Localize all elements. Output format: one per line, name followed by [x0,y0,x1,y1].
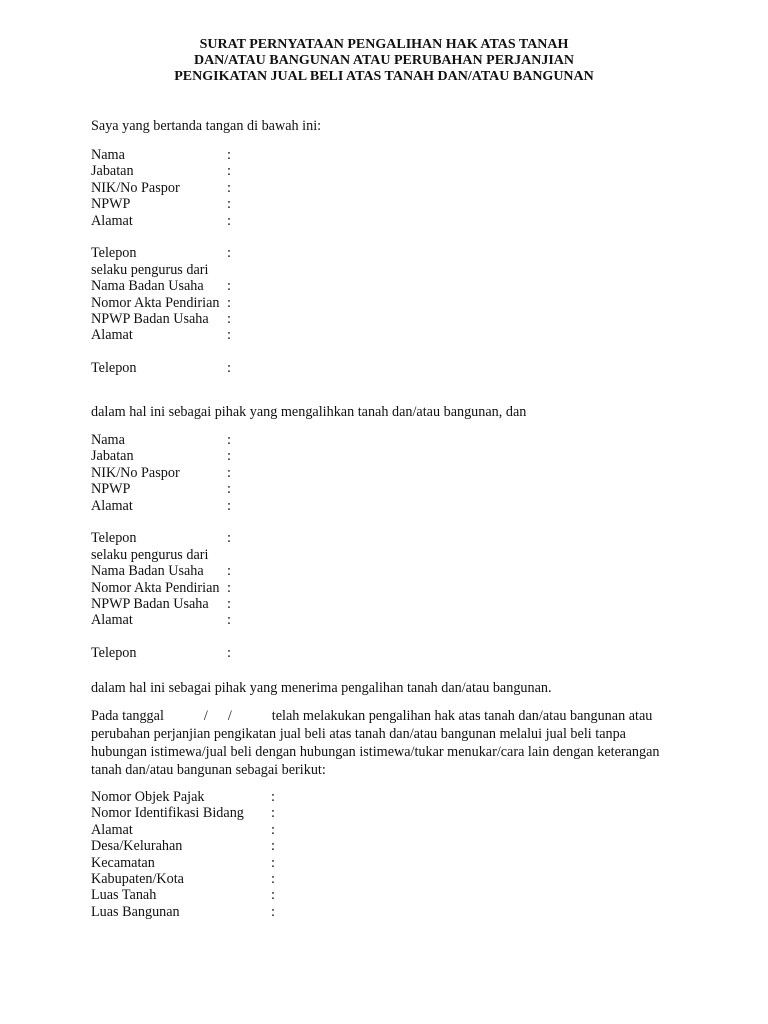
field-label: Telepon [91,530,137,547]
field-row [91,580,231,596]
statement-paragraph [91,707,681,779]
field-label: Nama [91,432,125,448]
field-separator: : [271,838,275,855]
document-title [0,37,768,85]
field-separator: : [227,612,231,629]
field-row [91,163,231,179]
field-separator: : [227,147,231,163]
field-row [91,245,231,261]
field-row [91,887,275,903]
field-separator: : [227,563,231,580]
field-label: Nomor Akta Pendirian [91,579,220,596]
field-row [91,596,231,612]
field-row [91,805,275,821]
field-label: Kecamatan [91,854,155,871]
party2-role-text: dalam hal ini sebagai pihak yang menerima pengalihan tanah dan/atau bangunan. [91,680,552,696]
field-label: Nomor Objek Pajak [91,789,205,805]
title-line-2: DAN/ATAU BANGUNAN ATAU PERUBAHAN PERJANJIAN [193,53,575,68]
field-row [91,262,231,278]
field-separator: : [227,196,231,213]
field-separator: : [227,579,231,596]
field-separator: : [227,448,231,465]
title-line-1: SURAT PERNYATAAN PENGALIHAN HAK ATAS TANAH [199,37,569,52]
field-label: NIK/No Paspor [91,464,180,481]
party1-role-text: dalam hal ini sebagai pihak yang mengalihkan tanah dan/atau bangunan, dan [91,404,527,420]
field-separator: : [271,903,275,920]
field-row [91,822,275,838]
field-label: Luas Tanah [91,887,157,904]
field-separator: : [227,360,231,377]
field-row [91,481,231,497]
property-details [91,789,275,920]
field-separator: : [227,497,231,514]
field-label: Alamat [91,612,133,629]
field-row [91,563,231,579]
field-row [91,612,231,628]
field-row [91,278,231,294]
field-label: Telepon [91,245,137,262]
field-label: Nama [91,147,125,163]
field-row [91,904,275,920]
field-label: Nama Badan Usaha [91,278,204,295]
field-separator: : [227,179,231,196]
field-separator: : [271,870,275,887]
field-label: Kabupaten/Kota [91,870,184,887]
statement-date-label: Pada tanggal [91,708,164,724]
field-label: Desa/Kelurahan [91,838,183,855]
field-row [91,295,231,311]
field-row [91,180,231,196]
field-separator: : [271,887,275,904]
field-separator: : [227,163,231,180]
field-row [91,530,231,546]
field-separator: : [227,595,231,612]
field-label: NPWP [91,481,131,498]
field-row [91,213,231,229]
field-label: Nama Badan Usaha [91,563,204,580]
field-label: NPWP Badan Usaha [91,595,209,612]
field-label: NPWP [91,196,131,213]
intro-text: Saya yang bertanda tangan di bawah ini: [91,118,322,134]
field-label: selaku pengurus dari [91,261,209,278]
field-row [91,311,231,327]
field-label: NIK/No Paspor [91,179,180,196]
party2-identity [91,432,231,661]
field-label: Alamat [91,212,133,229]
field-separator: : [227,278,231,295]
field-row [91,147,231,163]
field-label: Nomor Identifikasi Bidang [91,805,244,822]
field-label: Alamat [91,497,133,514]
field-label: Luas Bangunan [91,903,180,920]
field-label: Nomor Akta Pendirian [91,294,220,311]
statement-text: telah melakukan pengalihan hak atas tanah dan/atau bangunan atau perubahan perjanjian pengikatan jual beli atas tanah dan/atau bangunan melalui jual beli tanpa hubungan istimewa/jual beli dengan hubungan istimewa/tukar menukar/cara lain dengan keterangan tanah dan/atau bangunan sebagai berikut: [91,708,660,778]
field-row [91,547,231,563]
field-row [91,871,275,887]
field-separator: : [227,310,231,327]
field-row [91,432,231,448]
field-row [91,360,231,376]
field-label: Alamat [91,327,133,344]
field-label: Jabatan [91,448,134,465]
field-separator: : [271,821,275,838]
field-row [91,789,275,805]
party1-identity [91,147,231,376]
field-row [91,196,231,212]
field-separator: : [227,530,231,547]
field-separator: : [271,805,275,822]
field-label: NPWP Badan Usaha [91,310,209,327]
field-label: Jabatan [91,163,134,180]
date-slash: / [227,708,232,724]
field-separator: : [227,432,231,448]
field-row [91,838,275,854]
field-separator: : [227,294,231,311]
field-label: Alamat [91,821,133,838]
field-separator: : [227,245,231,262]
field-separator: : [271,789,275,805]
field-separator: : [227,327,231,344]
title-line-3: PENGIKATAN JUAL BELI ATAS TANAH DAN/ATAU BANGUNAN [174,69,594,84]
field-row [91,448,231,464]
field-row [91,465,231,481]
field-row [91,327,231,343]
field-separator: : [271,854,275,871]
field-row [91,855,275,871]
date-slash: / [203,708,208,724]
field-row [91,645,231,661]
field-label: selaku pengurus dari [91,546,209,563]
field-label: Telepon [91,360,137,377]
field-separator: : [227,212,231,229]
field-separator: : [227,464,231,481]
field-separator: : [227,481,231,498]
field-row [91,498,231,514]
field-label: Telepon [91,645,137,662]
field-separator: : [227,645,231,662]
